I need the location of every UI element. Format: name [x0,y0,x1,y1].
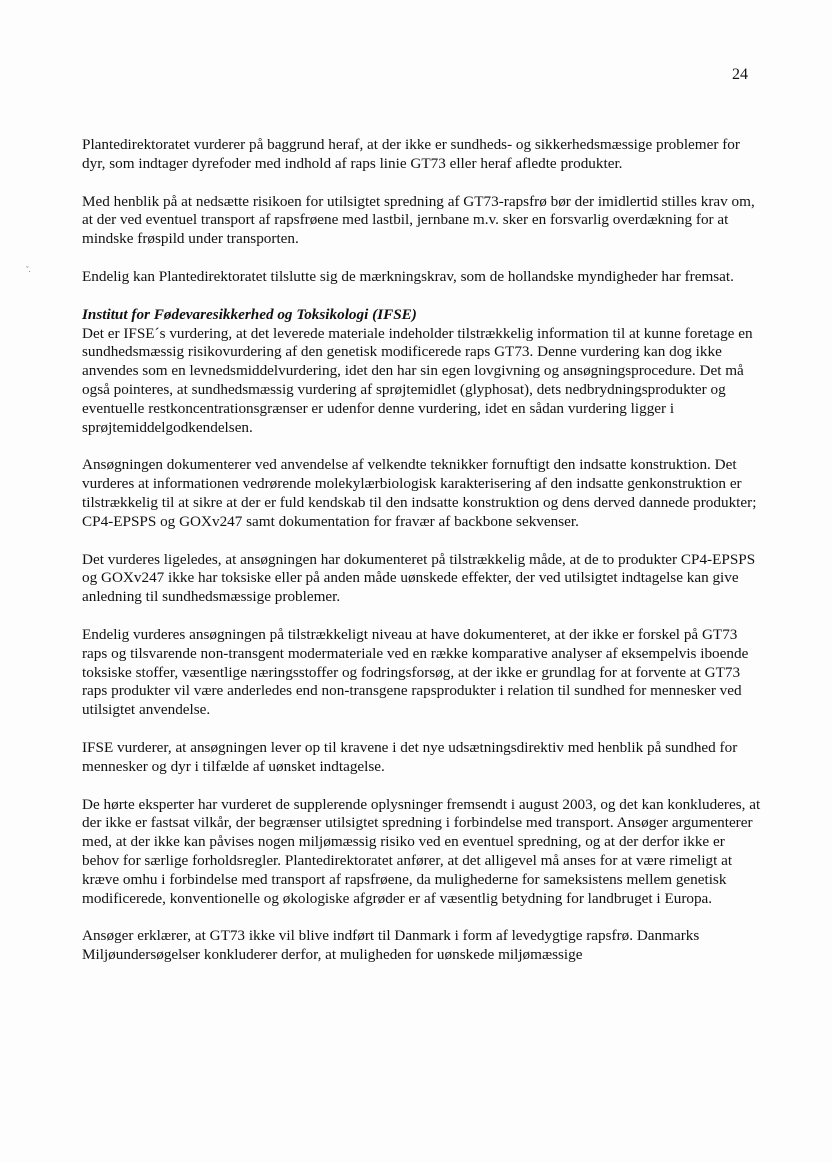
section-heading: Institut for Fødevaresikkerhed og Toksikologi (IFSE) [82,305,417,323]
paragraph: Endelig kan Plantedirektoratet tilslutte sig de mærkningskrav, som de hollandske myndigheder har fremsat. [82,267,734,285]
paragraph: IFSE vurderer, at ansøgningen lever op til kravene i det nye udsætningsdirektiv med henblik på sundhed for mennesker og dyr i tilfælde af uønsket indtagelse. [82,738,738,775]
paragraph: Endelig vurderes ansøgningen på tilstrækkeligt niveau at have dokumenteret, at der ikke er forskel på GT73 raps og tilsvarende non-transgent modermateriale ved en række komparative analyser af eksempelvis iboende toksiske stoffer, væsentlige næringsstoffer og fodringsforsøg, at der ikke er grundlag for at forvente at GT73 raps produkter vil være anderledes end non-transgene rapsprodukter i relation til sundhed for mennesker ved utilsigtet anvendelse. [82,625,749,719]
paragraph: Plantedirektoratet vurderer på baggrund heraf, at der ikke er sundheds- og sikkerhedsmæssige problemer for dyr, som indtager dyrefoder med indhold af raps linie GT73 eller heraf afledte produkter. [82,136,740,172]
page-number: 24 [732,66,748,83]
paragraph: Ansøgningen dokumenterer ved anvendelse af velkendte teknikker fornuftigt den indsatte konstruktion. Det vurderes at informationen vedrørende molekylærbiologisk karakterisering af den indsatte genkonstruktion er tilstrækkelig til at sikre at der er fuld kendskab til den indsatte konstruktion og dens derved dannede produkter; CP4-EPSPS og GOXv247 samt dokumentation for fravær af backbone sekvenser. [82,456,757,530]
paragraph: Det er IFSE´s vurdering, at det leverede materiale indeholder tilstrækkelig information til at kunne foretage en sundhedsmæssig risikovurdering af den genetisk modificerede raps GT73. Denne vurdering kan dog ikke anvendes som en levnedsmiddelvurdering, idet den har sin egen lovgivning og ansøgningsprocedure. Det må også pointeres, at sundhedsmæssig vurdering af sprøjtemidlet (glyphosat), dets nedbrydningsprodukter og eventuelle restkoncentrationsgrænser er udenfor denne vurdering, idet en sådan vurdering ligger i sprøjtemiddelgodkendelsen. [82,324,753,436]
paragraph: Det vurderes ligeledes, at ansøgningen har dokumenteret på tilstrækkelig måde, at de to produkter CP4-EPSPS og GOXv247 ikke har toksiske eller på anden måde uønskede effekter, der ved utilsigtet indtagelse kan give anledning til sundhedsmæssige problemer. [82,550,756,606]
paragraph: Med henblik på at nedsætte risikoen for utilsigtet spredning af GT73-rapsfrø bør der imidlertid stilles krav om, at der ved eventuel transport af rapsfrøene med lastbil, jernbane m.v. sker en forsvarlig overdækning for at mindske frøspild under transporten. [82,192,755,248]
paragraph: De hørte eksperter har vurderet de supplerende oplysninger fremsendt i august 2003, og det kan konkluderes, at der ikke er fastsat vilkår, der begrænser utilsigtet spredning i forbindelse med transport. Ansøger argumenterer med, at der ikke kan påvises nogen miljømæssig risiko ved en eventuel spredning, og at der derfor ikke er behov for særlige forholdsregler. Plantedirektoratet anfører, at det alligevel må anses for at være rimeligt at kræve omhu i forbindelse med transport af rapsfrøene, da mulighederne for sameksistens mellem genetisk modificerede, konventionelle og økologiske afgrøder er af væsentlig betydning for landbruget i Europa. [82,795,761,907]
scan-speck: ˇ. [26,265,31,274]
paragraph: Ansøger erklærer, at GT73 ikke vil blive indført til Danmark i form af levedygtige rapsfrø. Danmarks Miljøundersøgelser konkluderer derfor, at muligheden for uønskede miljømæssige [82,927,700,964]
document-body [82,136,762,984]
